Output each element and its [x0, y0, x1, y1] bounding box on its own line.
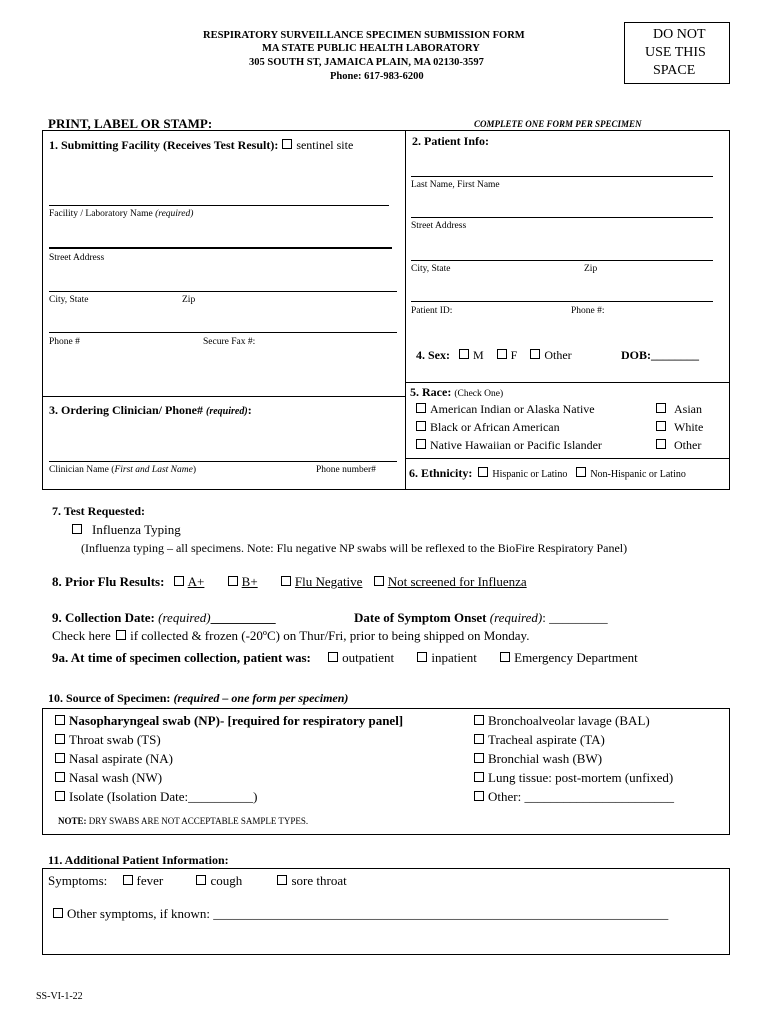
- race-option-asian[interactable]: Asian: [656, 402, 702, 417]
- race-checkbox[interactable]: [416, 439, 426, 449]
- specimen-checkbox[interactable]: [55, 715, 65, 725]
- specimen-option-label: Bronchoalveolar lavage (BAL): [488, 713, 650, 728]
- not-screened-checkbox[interactable]: [374, 576, 384, 586]
- outpatient-checkbox[interactable]: [328, 652, 338, 662]
- specimen-option-label: Throat swab (TS): [69, 732, 161, 747]
- specimen-option-label: Other: _______________________: [488, 789, 674, 804]
- specimen-checkbox[interactable]: [55, 772, 65, 782]
- do-not-use-line1: DO NOT: [653, 27, 706, 42]
- specimen-checkbox[interactable]: [474, 715, 484, 725]
- facility-zip-label: Zip: [182, 295, 196, 305]
- complete-one-form-note: COMPLETE ONE FORM PER SPECIMEN: [474, 119, 642, 129]
- facility-street-label: Street Address: [49, 253, 105, 263]
- specimen-checkbox[interactable]: [474, 753, 484, 763]
- race-checkbox[interactable]: [416, 421, 426, 431]
- section1-title: 1. Submitting Facility (Receives Test Result): sentinel site: [49, 138, 354, 152]
- specimen-option[interactable]: [474, 713, 650, 729]
- do-not-use-box: [624, 22, 730, 84]
- fever-checkbox[interactable]: [123, 875, 133, 885]
- lab-name: MA STATE PUBLIC HEALTH LABORATORY: [262, 43, 480, 54]
- form-title: RESPIRATORY SURVEILLANCE SPECIMEN SUBMISSION FORM: [203, 30, 525, 41]
- patient-city-label: City, State: [411, 264, 451, 274]
- specimen-option[interactable]: [474, 770, 673, 786]
- influenza-note: (Influenza typing – all specimens. Note: Flu negative NP swabs will be reflexed to the BioFire Respiratory Panel): [81, 541, 628, 555]
- facility-city-label: City, State: [49, 295, 89, 305]
- race-checkbox[interactable]: [656, 421, 666, 431]
- race-checkbox[interactable]: [656, 439, 666, 449]
- section7-title: 7. Test Requested:: [52, 504, 146, 518]
- inpatient-checkbox[interactable]: [417, 652, 427, 662]
- specimen-checkbox[interactable]: [55, 753, 65, 763]
- patient-phone-label: Phone #:: [571, 306, 605, 316]
- section6-ethnicity: 6. Ethnicity: Hispanic or Latino Non-Hispanic or Latino: [409, 466, 686, 480]
- specimen-option[interactable]: [474, 751, 602, 767]
- section3-title: 3. Ordering Clinician/ Phone# (required):: [49, 403, 252, 417]
- section2-title: 2. Patient Info:: [412, 134, 489, 148]
- influenza-checkbox[interactable]: [72, 524, 82, 534]
- do-not-use-line3: SPACE: [653, 63, 696, 78]
- symptoms-row: Symptoms: fever cough sore throat: [48, 873, 347, 888]
- frozen-check-row: Check here if collected & frozen (-20ºC) on Thur/Fri, prior to being shipped on Monday.: [52, 628, 530, 643]
- specimen-option-label: Lung tissue: post-mortem (unfixed): [488, 770, 674, 785]
- do-not-use-line2: USE THIS: [645, 45, 706, 60]
- patient-name-label: Last Name, First Name: [411, 180, 500, 190]
- patient-id-label: Patient ID:: [411, 306, 453, 316]
- specimen-option-label: Tracheal aspirate (TA): [488, 732, 605, 747]
- specimen-option[interactable]: [55, 732, 161, 748]
- race-option-native-hawaiian[interactable]: Native Hawaiian or Pacific Islander: [416, 438, 602, 453]
- patient-street-label: Street Address: [411, 221, 467, 231]
- other-symptoms-row[interactable]: Other symptoms, if known: ______________________________________________________________________: [53, 906, 668, 922]
- form-code: SS-VI-1-22: [36, 991, 83, 1002]
- sore-throat-checkbox[interactable]: [277, 875, 287, 885]
- patient-zip-label: Zip: [584, 264, 598, 274]
- specimen-checkbox[interactable]: [474, 772, 484, 782]
- section5-title: 5. Race: (Check One): [410, 385, 504, 399]
- specimen-option[interactable]: [474, 732, 605, 748]
- race-option-other[interactable]: Other: [656, 438, 701, 453]
- other-symptoms-checkbox[interactable]: [53, 908, 63, 918]
- flu-b-checkbox[interactable]: [228, 576, 238, 586]
- specimen-checkbox[interactable]: [55, 734, 65, 744]
- specimen-checkbox[interactable]: [55, 791, 65, 801]
- race-option-black[interactable]: Black or African American: [416, 420, 560, 435]
- influenza-typing-option[interactable]: Influenza Typing: [72, 522, 181, 538]
- collection-date-row[interactable]: 9. Collection Date: (required)__________: [52, 610, 276, 625]
- sex-other-checkbox[interactable]: [530, 349, 540, 359]
- specimen-checkbox[interactable]: [474, 734, 484, 744]
- cough-checkbox[interactable]: [196, 875, 206, 885]
- specimen-option-label: Nasal wash (NW): [69, 770, 163, 785]
- specimen-option[interactable]: [55, 713, 403, 729]
- facility-fax-label: Secure Fax #:: [203, 337, 256, 347]
- facility-name-label: Facility / Laboratory Name (required): [49, 209, 194, 219]
- facility-phone-label: Phone #: [49, 337, 80, 347]
- emergency-checkbox[interactable]: [500, 652, 510, 662]
- section8-prior-flu: 8. Prior Flu Results: A+ B+ Flu Negative Not screened for Influenza: [52, 574, 527, 589]
- specimen-option-label: Bronchial wash (BW): [488, 751, 603, 766]
- dob-field[interactable]: DOB:________: [621, 348, 699, 362]
- specimen-checkbox[interactable]: [474, 791, 484, 801]
- specimen-option-label: Isolate (Isolation Date:__________): [69, 789, 258, 804]
- clinician-phone-label: Phone number#: [316, 465, 376, 475]
- flu-a-checkbox[interactable]: [174, 576, 184, 586]
- race-checkbox[interactable]: [416, 403, 426, 413]
- symptom-onset-row[interactable]: Date of Symptom Onset (required): _________: [354, 610, 608, 625]
- sex-f-checkbox[interactable]: [497, 349, 507, 359]
- non-hispanic-checkbox[interactable]: [576, 467, 586, 477]
- hispanic-checkbox[interactable]: [478, 467, 488, 477]
- patient-status-row: 9a. At time of specimen collection, patient was: outpatient inpatient Emergency Department: [52, 650, 638, 665]
- clinician-name-label: Clinician Name (First and Last Name): [49, 465, 196, 475]
- section4-sex: 4. Sex: M F Other: [416, 348, 572, 362]
- race-checkbox[interactable]: [656, 403, 666, 413]
- specimen-option-label: Nasopharyngeal swab (NP)- [required for respiratory panel]: [69, 713, 404, 728]
- facility-patient-box: [42, 130, 730, 490]
- flu-negative-checkbox[interactable]: [281, 576, 291, 586]
- dry-swab-note: NOTE: DRY SWABS ARE NOT ACCEPTABLE SAMPLE TYPES.: [58, 816, 309, 826]
- sentinel-checkbox[interactable]: [282, 139, 292, 149]
- specimen-option[interactable]: [474, 789, 674, 805]
- specimen-option-label: Nasal aspirate (NA): [69, 751, 173, 766]
- race-option-white[interactable]: White: [656, 420, 703, 435]
- specimen-option[interactable]: [55, 770, 162, 786]
- section10-title: 10. Source of Specimen: (required – one form per specimen): [48, 691, 349, 705]
- section11-title: 11. Additional Patient Information:: [48, 853, 229, 867]
- print-label-heading: PRINT, LABEL OR STAMP:: [48, 116, 213, 131]
- lab-phone: Phone: 617-983-6200: [330, 71, 424, 82]
- race-option-american-indian[interactable]: American Indian or Alaska Native: [416, 402, 595, 417]
- frozen-checkbox[interactable]: [116, 630, 126, 640]
- sex-m-checkbox[interactable]: [459, 349, 469, 359]
- specimen-option[interactable]: [55, 789, 257, 805]
- specimen-option[interactable]: [55, 751, 173, 767]
- lab-address: 305 SOUTH ST, JAMAICA PLAIN, MA 02130-3597: [249, 57, 484, 68]
